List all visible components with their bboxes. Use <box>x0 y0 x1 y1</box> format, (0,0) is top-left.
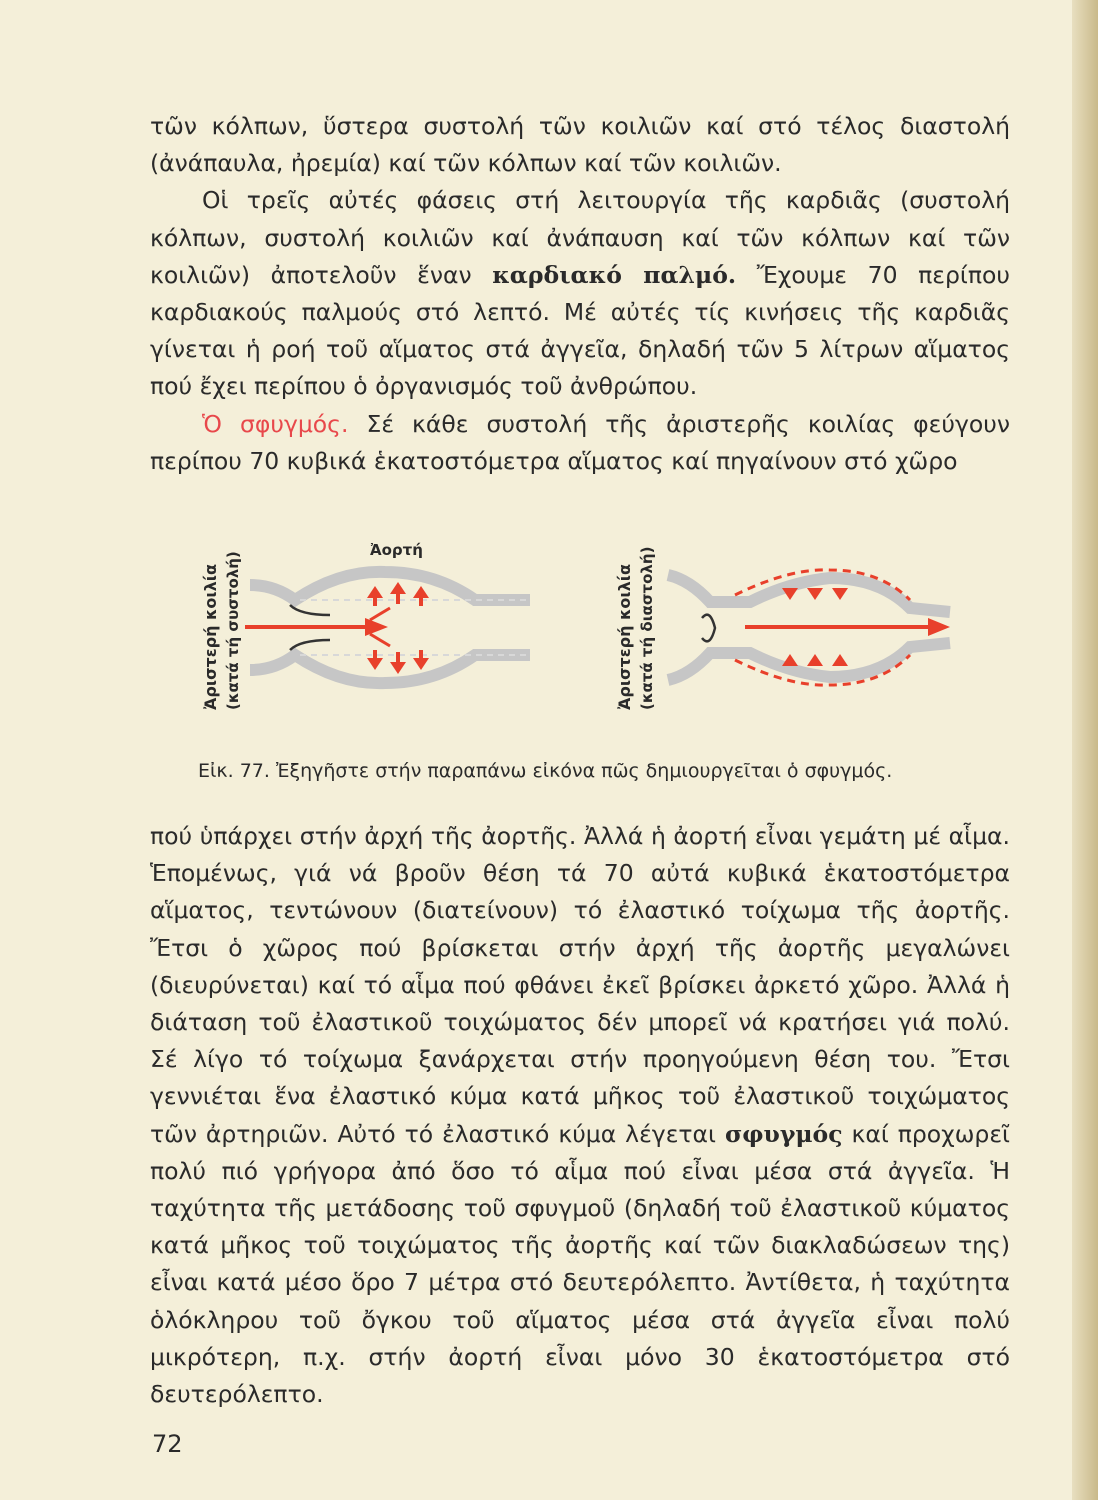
blood-flow-arrowhead-right <box>928 618 950 636</box>
valve-closed-right <box>702 615 715 642</box>
branch-arrow-up <box>370 608 390 620</box>
paragraph-4-text-end: καί προχωρεῖ πολύ πιό γρήγορα ἀπό ὅσο τό αἷμα πού εἶναι μέσα στά ἀγγεῖα. Ἡ ταχύτητα τῆς μετάδοσης τοῦ σφυγμοῦ (δηλαδή τοῦ ἐλαστικοῦ κύματος κατά μῆκος τοῦ τοιχώματος τῆς ἀορτῆς καί τῶν διακλαδώσεων της) εἶναι κατά μέσο ὅρο 7 μέτρα στό δευτερόλεπτο. Ἀντίθετα, ἡ ταχύτητα ὁλόκληρου τοῦ ὄγκου τοῦ αἵματος μέσα στά ἀγγεῖα εἶναι πολύ μικρότερη, π.χ. στήν ἀορτή εἶναι μόνο 30 ἑκατοστόμετρα στό δευτερόλεπτο. <box>150 1119 1011 1409</box>
blood-flow-arrowhead-left <box>365 618 388 636</box>
right-label-line1: Ἀριστερή κοιλία <box>615 563 634 710</box>
paragraph-1: τῶν κόλπων, ὕστερα συστολή τῶν κοιλιῶν καί στό τέλος διαστολή (ἀνάπαυλα, ἠρεμία) καί τῶν κόλπων καί τῶν κοιλιῶν. <box>150 112 1010 178</box>
vessel-upper-wall-left <box>250 572 530 600</box>
page-edge <box>1072 0 1098 1500</box>
left-label-line2: (κατά τή συστολή) <box>224 551 242 710</box>
paragraph-4 <box>150 818 1010 1413</box>
figure-77 <box>190 520 1010 740</box>
aorta-label: Ἀορτή <box>370 541 423 559</box>
page-number: 72 <box>152 1430 183 1458</box>
paragraph-2-text: Οἱ τρεῖς αὐτές φάσεις στή λειτουργία τῆς καρδιᾶς (συστολή κόλπων, συστολή κοιλιῶν καί ἀνάπαυση καί τῶν κόλπων καί τῶν κοιλιῶν) ἀποτελοῦν ἕναν <box>150 186 1010 289</box>
term-cardiac-pulse: καρδιακό παλμό. <box>492 260 737 289</box>
vessel-lower-wall-left <box>250 655 530 683</box>
section-heading-pulse: Ὁ σφυγμός. <box>202 409 349 438</box>
left-vertical-label <box>201 551 242 710</box>
paragraph-4-text: πού ὑπάρχει στήν ἀρχή τῆς ἀορτῆς. Ἀλλά ἡ ἀορτή εἶναι γεμάτη μέ αἷμα. Ἑπομένως, γιά νά βροῦν θέση τά 70 αὐτά κυβικά ἑκατοστόμετρα αἵματος, τεντώνουν (διατείνουν) τό ἐλαστικό τοίχωμα τῆς ἀορτῆς. Ἔτσι ὁ χῶρος πού βρίσκεται στήν ἀρχή τῆς ἀορτῆς μεγαλώνει (διευρύνεται) καί τό αἷμα πού φθάνει ἐκεῖ βρίσκει ἀρκετό χῶρο. Ἀλλά ἡ διάταση τοῦ ἐλαστικοῦ τοιχώματος δέν μπορεῖ νά κρατήσει γιά πολύ. Σέ λίγο τό τοίχωμα ξανάρχεται στήν προηγούμενη θέση του. Ἔτσι γεννιέται ἕνα ἐλαστικό κύμα κατά μῆκος τοῦ ἐλαστικοῦ τοιχώματος τῶν ἀρτηριῶν. Αὐτό τό ἐλαστικό κύμα λέγεται <box>150 822 1010 1148</box>
term-pulse: σφυγμός <box>724 1119 843 1148</box>
right-vertical-label <box>615 547 656 710</box>
left-label-line1: Ἀριστερή κοιλία <box>201 563 220 710</box>
figure-caption: Εἰκ. 77. Ἐξηγῆστε στήν παραπάνω εἰκόνα πῶς δημιουργεῖται ὁ σφυγμός. <box>198 760 893 782</box>
expansion-arrows-down <box>367 650 429 674</box>
right-label-line2: (κατά τή διαστολή) <box>638 546 656 710</box>
bottom-text-block <box>150 818 1010 1413</box>
paragraph-3 <box>150 406 1010 480</box>
paragraph-3-text: Σέ κάθε συστολή τῆς ἀριστερῆς κοιλίας φεύγουν περίπου 70 κυβικά ἑκατοστόμετρα αἵματος καί πηγαίνουν στό χῶρο <box>150 409 1010 475</box>
recoil-arrows-down <box>782 588 848 600</box>
recoil-arrows-up <box>782 654 848 666</box>
vessel-upper-wall-right <box>668 575 950 612</box>
expansion-arrows-up <box>367 582 429 606</box>
top-text-block <box>150 108 1010 480</box>
paragraph-2 <box>150 182 1010 405</box>
paragraph-2-text-end: Ἔχουμε 70 περίπου καρδιακούς παλμούς στό λεπτό. Μέ αὐτές τίς κινήσεις τῆς καρδιᾶς γίνεται ἡ ροή τοῦ αἵματος στά ἀγγεῖα, δηλαδή τῶν 5 λίτρων αἵματος πού ἔχει περίπου ὁ ὀργανισμός τοῦ ἀνθρώπου. <box>150 260 1010 401</box>
pulse-diagram <box>190 520 1010 740</box>
vessel-lower-wall-right <box>668 643 950 680</box>
branch-arrow-down <box>370 634 390 646</box>
